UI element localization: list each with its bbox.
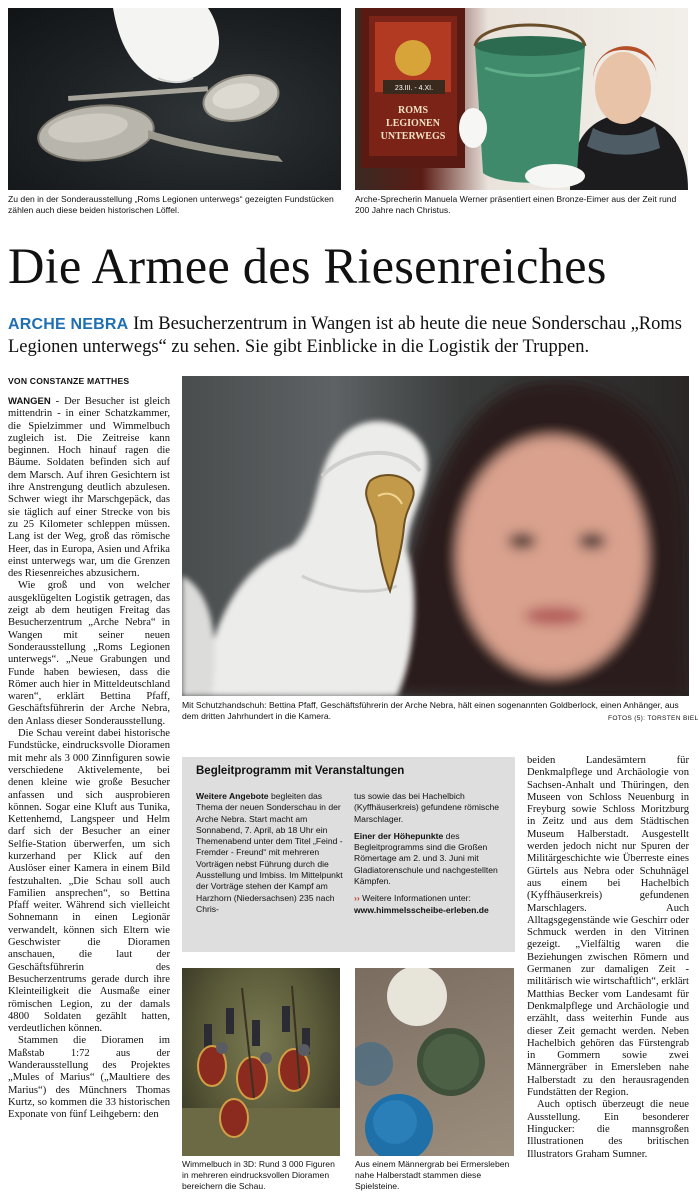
spoons-caption: Zu den in der Sonderausstellung „Roms Legionen unterwegs“ gezeigten Fundstücken zählen auch diese beiden historischen Löffel.	[8, 194, 334, 215]
poster-line-1: ROMS	[398, 105, 428, 116]
glove-shape	[113, 8, 219, 82]
deck	[8, 313, 691, 359]
byline: VON CONSTANZE MATTHES	[8, 376, 130, 386]
infobox-right-bold: Einer der Höhepunkte	[354, 830, 444, 841]
main-photo-caption: Mit Schutzhandschuh: Bettina Pfaff, Geschäftsführerin der Arche Nebra, hält einen sogenannten Goldberlock, einen Anhänger, aus dem dritten Jahrhundert in die Kamera.	[182, 700, 679, 721]
poster-line-3: UNTERWEGS	[380, 131, 446, 142]
bucket-caption: Arche-Sprecherin Manuela Werner präsentiert einen Bronze-Eimer aus der Zeit rund 200 Jahre nach Christus.	[355, 194, 677, 215]
woman-face	[595, 52, 651, 124]
photo-stones	[355, 968, 514, 1156]
spoons-illustration	[8, 8, 341, 190]
photo-credit: FOTOS (5): TORSTEN BIEL	[608, 715, 699, 722]
column-3	[527, 755, 689, 1161]
paragraph-5: beiden Landesämtern für Denkmalpflege und Archäologie von Sachsen-Anhalt und Thüringen, den Museen von Schloss Neuenburg in Freyburg sowie Schloss Moritzburg in Zeitz und aus dem Städtischen Museum Halberstadt. Ausgestellt werden jedoch nicht nur Spuren der Militärgeschichte wie Überreste eines Gürtels aus Nebra oder Schuhnägel aus einem bei Hachelbich (Kyffhäuserkreis) gefundenen Marschlagers. Auch Alltagsgegenstände wie Geschirr oder Schmuck werden in den Vitrinen gezeigt. „Vielfältig waren die Beziehungen zwischen Römern und Germanen zur damaligen Zeit - militärisch wie wirtschaftlich“, erklärt Matthias Becker vom Landesamt für Denkmalpflege und Archäologie und erzählt, dass weiterhin Funde aus dieser Zeit gemacht werden. Neben Hachelbich gehören das Fürstengrab in Gommern sowie zwei Männergräber in Emersleben nahe Halberstadt zu den herausragenden Fundstätten der Region.	[527, 755, 689, 1099]
blurred-face	[457, 436, 647, 676]
headline: Die Armee des Riesenreiches	[8, 238, 607, 294]
lower-spoon-handle	[148, 130, 283, 162]
deck-text: Im Besucherzentrum in Wangen ist ab heute die neue Sonderschau „Roms Legionen unterwegs“ zu sehen. Sie gibt Einblicke in die Logistik der Truppen.	[8, 314, 682, 357]
paragraph-3: Die Schau vereint dabei historische Fundstücke, eindrucksvolle Dioramen mit mehr als 3 000 Zinnfiguren sowie verschiedene Aktivelemente, bei denen kleine wie große Besucher anfassen und sich ausprobieren können. Sogar eine Kluft aus Tunika, Kettenhemd, Langspeer und Helm darf sich der Besucher an einer Selfie-Station überwerfen, um sich kurzerhand per Klick auf den Auslöser einer Kamera in einem Bild festzuhalten. „Die Schau soll auch Familien ansprechen“, so Bettina Pfaff weiter. Während sich vielleicht Sohnemann in einen Legionär verwandelt, können sich Eltern wie Geschwister die Dioramen anschauen, die laut der Geschäftsführerin des Besucherzentrums gerade durch ihre Kleinteiligkeit die Ausmaße einer römischen Legion, zu der damals 4800 Soldaten gezählt hatten, verdeutlichen können.	[8, 728, 170, 1035]
paragraph-4: Stammen die Dioramen im Maßstab 1:72 aus der Wanderausstellung des Projektes „Mules of Marius“ („Maultiere des Marius“) des Münchners Thomas Kurtz, so kommen die 33 historischen Exponate von fünf Leihgebern: den	[8, 1035, 170, 1121]
photo-main	[182, 376, 689, 696]
bucket-illustration	[355, 8, 688, 190]
paragraph-1: WANGEN - Der Besucher ist gleich mittendrin - in einer Schatzkammer, die Spielzimmer und Wimmelbuch zugleich ist. Die Zeitreise kann beginnen. Hoch hinauf ragen die Bäume. Soldaten befinden sich auf dem Marsch. Auf ihren Gesichtern ist ihre Anstrengung deutlich abzulesen. Schwer wiegt ihr Marschgepäck, das sie täglich auf einer Strecke von bis zu 25 Kilometer schleppen müssen. Lang ist der Weg, groß das römische Heer, das in Europa, Asien und Afrika einst unterwegs war, um die Grenzen des Riesenreiches abzusichern.	[8, 396, 170, 580]
paragraph-6: Auch optisch überzeugt die neue Ausstellung. Ein besonderer Hingucker: die mannsgroßen Illustrationen des britischen Illustrators Graham Sumner.	[527, 1099, 689, 1160]
more-info-label: Weitere Informationen unter:	[362, 893, 471, 904]
column-1	[8, 396, 170, 1122]
bronze-bucket	[475, 39, 585, 183]
website-link[interactable]: www.himmelsscheibe-erleben.de	[354, 904, 489, 915]
link-arrow-icon: ››	[354, 893, 360, 904]
poster-line-2: LEGIONEN	[386, 118, 440, 129]
infobox-left-bold: Weitere Angebote	[196, 791, 269, 801]
kicker: ARCHE NEBRA	[8, 316, 129, 333]
paragraph-2: Wie groß und von welcher ausgeklügelten Logistik getragen, das zeigt ab dem heutigen Freitag das Besucherzentrum „Arche Nebra“ in Wangen mit seiner neuen Sonderausstellung „Roms Legionen unterwegs“. „Neue Grabungen und Funde haben bewiesen, dass die Römer auch hier in Mitteldeutschland waren“, erklärt Bettina Pfaff, Geschäftsführerin der Arche Nebra, den Anlass dieser Sonderausstellung.	[8, 580, 170, 727]
infobox-left-column: Weitere Angebote begleiten das Thema der neuen Sonderschau in der Arche Nebra. Start macht am Sonnabend, 7. April, ab 18 Uhr ein Themenabend unter dem Titel „Feind - Fremder - Freund“ mit mehreren Vorträgen nebst Führung durch die Ausstellung und Imbiss. Im Mittelpunkt der Vorträge stehen der Kampf am Harzhorn (Niedersachsen) 235 nach Chris-	[196, 791, 343, 914]
figures-caption: Wimmelbuch in 3D: Rund 3 000 Figuren in mehreren eindrucksvollen Dioramen bereichern die Schau.	[182, 1159, 335, 1191]
infobox	[182, 757, 515, 952]
infobox-right-column: tus sowie das bei Hachelbich (Kyffhäuserkreis) gefundene römische Marschlager. Einer der Höhepunkte des Begleitprogramms sind die Großen Römertage am 2. und 3. Juni mit Gladiatorenschule und nachgestellten Kämpfen. ›› Weitere Informationen unter: www.himmelsscheibe-erleben.de	[354, 791, 500, 915]
photo-spoons	[8, 8, 341, 190]
white-game-stone	[387, 968, 447, 1026]
main-photo-illustration	[182, 376, 689, 696]
upper-spoon-handle	[68, 86, 208, 101]
stones-caption: Aus einem Männergrab bei Ermersleben nahe Halberstadt stammen diese Spielsteine.	[355, 1159, 510, 1191]
dateline: WANGEN	[8, 396, 51, 407]
stones-illustration	[355, 968, 514, 1156]
figures-illustration	[182, 968, 340, 1156]
poster-date: 23.III. - 4.XI.	[394, 85, 434, 92]
infobox-title: Begleitprogramm mit Veranstaltungen	[196, 765, 405, 777]
photo-bucket	[355, 8, 688, 190]
photo-figures	[182, 968, 340, 1156]
